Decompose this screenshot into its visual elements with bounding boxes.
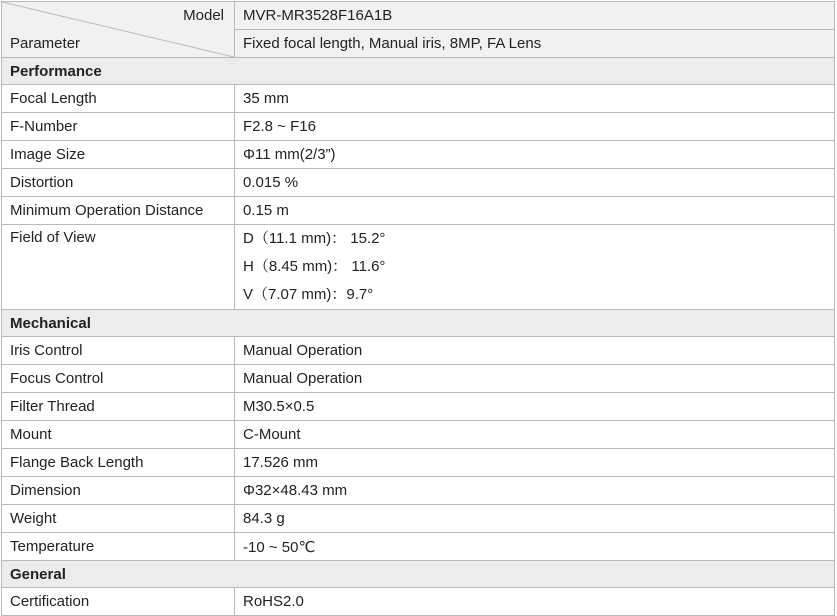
section-title-mechanical: Mechanical xyxy=(2,310,835,337)
row-value: 35 mm xyxy=(235,85,835,113)
section-title-general: General xyxy=(2,561,835,588)
description-value: Fixed focal length, Manual iris, 8MP, FA Lens xyxy=(235,30,835,58)
model-value: MVR-MR3528F16A1B xyxy=(235,2,835,30)
row-label: Temperature xyxy=(2,533,235,561)
row-value: 17.526 mm xyxy=(235,449,835,477)
row-value: Φ32×48.43 mm xyxy=(235,477,835,505)
table-row xyxy=(2,393,835,421)
row-label: Iris Control xyxy=(2,337,235,365)
row-label: F-Number xyxy=(2,113,235,141)
row-value: -10 ~ 50℃ xyxy=(235,533,835,561)
fov-values xyxy=(235,225,835,310)
table-row xyxy=(2,197,835,225)
row-value: Manual Operation xyxy=(235,337,835,365)
table-row xyxy=(2,449,835,477)
row-value: 0.015 % xyxy=(235,169,835,197)
row-value: M30.5×0.5 xyxy=(235,393,835,421)
row-label: Flange Back Length xyxy=(2,449,235,477)
row-label: Weight xyxy=(2,505,235,533)
fov-horizontal: H（8.45 mm)： 11.6° xyxy=(243,258,386,275)
table-row xyxy=(2,588,835,616)
spec-table xyxy=(1,1,835,616)
table-row xyxy=(2,85,835,113)
row-label: Field of View xyxy=(2,225,235,310)
table-row xyxy=(2,505,835,533)
section-performance xyxy=(2,58,835,85)
row-label: Mount xyxy=(2,421,235,449)
row-label: Certification xyxy=(2,588,235,616)
parameter-label: Parameter xyxy=(10,35,81,52)
row-value: Φ11 mm(2/3”) xyxy=(235,141,835,169)
table-row xyxy=(2,477,835,505)
row-label: Filter Thread xyxy=(2,393,235,421)
table-row xyxy=(2,533,835,561)
row-value: F2.8 ~ F16 xyxy=(235,113,835,141)
fov-diagonal: D（11.1 mm)： 15.2° xyxy=(243,230,386,247)
table-row-fov xyxy=(2,225,835,310)
row-value: Manual Operation xyxy=(235,365,835,393)
fov-vertical: V（7.07 mm)：9.7° xyxy=(243,286,374,303)
row-label: Minimum Operation Distance xyxy=(2,197,235,225)
table-row xyxy=(2,169,835,197)
row-label: Dimension xyxy=(2,477,235,505)
row-label: Focal Length xyxy=(2,85,235,113)
table-row xyxy=(2,421,835,449)
row-value: 84.3 g xyxy=(235,505,835,533)
section-general xyxy=(2,561,835,588)
row-value: 0.15 m xyxy=(235,197,835,225)
model-label: Model xyxy=(183,7,224,24)
row-label: Image Size xyxy=(2,141,235,169)
section-title-performance: Performance xyxy=(2,58,835,85)
row-value: C-Mount xyxy=(235,421,835,449)
table-row xyxy=(2,365,835,393)
table-row xyxy=(2,141,835,169)
header-row-model xyxy=(2,2,835,30)
table-row xyxy=(2,113,835,141)
row-label: Focus Control xyxy=(2,365,235,393)
header-diagonal-cell xyxy=(2,2,235,58)
table-row xyxy=(2,337,835,365)
row-value: RoHS2.0 xyxy=(235,588,835,616)
row-label: Distortion xyxy=(2,169,235,197)
section-mechanical xyxy=(2,310,835,337)
